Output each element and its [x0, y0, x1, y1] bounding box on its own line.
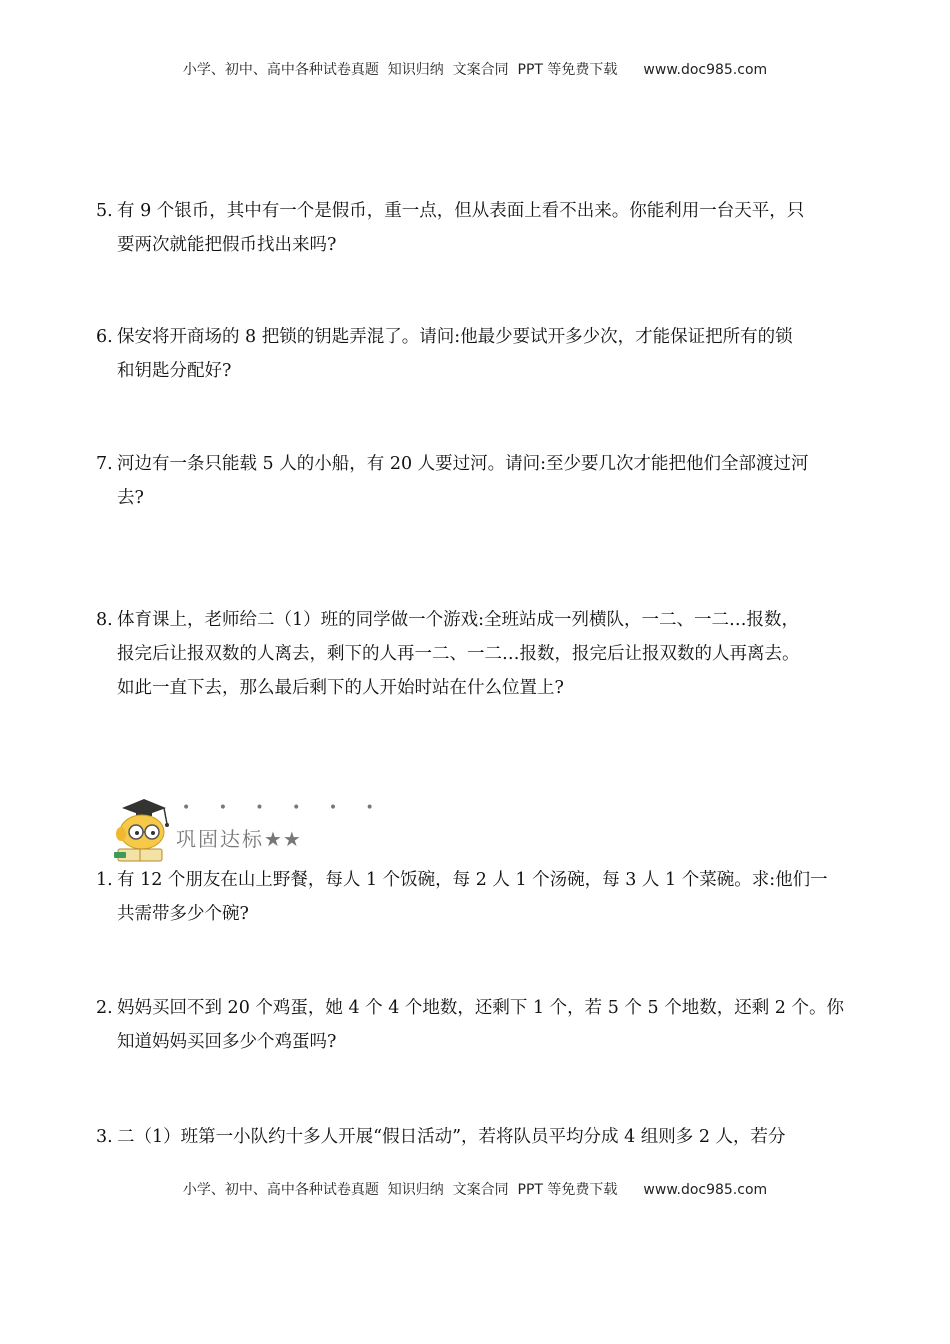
page-header — [0, 59, 950, 79]
practice-question-1 — [96, 863, 866, 931]
question-6 — [96, 320, 866, 388]
question-text: 如此一直下去，那么最后剩下的人开始时站在什么位置上? — [117, 678, 564, 698]
question-text: 知道妈妈买回多少个鸡蛋吗? — [117, 1032, 337, 1052]
question-number: 2. — [96, 998, 113, 1018]
question-number: 3. — [96, 1127, 113, 1147]
graduate-mascot-icon — [112, 794, 176, 866]
star-rating-icon: ★★ — [264, 827, 302, 851]
section-title — [176, 823, 302, 852]
question-text: 保安将开商场的 8 把锁的钥匙弄混了。请问:他最少要试开多少次，才能保证把所有的锁 — [117, 327, 793, 347]
question-number: 5. — [96, 201, 113, 221]
question-text: 共需带多少个碗? — [117, 904, 249, 924]
question-text: 报完后让报双数的人离去，剩下的人再一二、一二…报数，报完后让报双数的人再离去。 — [117, 644, 800, 664]
question-text: 和钥匙分配好? — [117, 361, 232, 381]
question-text: 有 9 个银币，其中有一个是假币，重一点，但从表面上看不出来。你能利用一台天平，只 — [117, 201, 805, 221]
question-number: 1. — [96, 870, 113, 890]
section-banner — [112, 794, 386, 866]
header-text: 小学、初中、高中各种试卷真题 知识归纳 文案合同 PPT 等免费下载 — [182, 62, 618, 78]
decorative-dots: • • • • • • — [182, 800, 386, 816]
practice-question-2 — [96, 991, 866, 1059]
question-text: 体育课上，老师给二（1）班的同学做一个游戏:全班站成一列横队，一二、一二…报数， — [117, 610, 800, 630]
question-number: 7. — [96, 454, 113, 474]
question-text: 有 12 个朋友在山上野餐，每人 1 个饭碗，每 2 人 1 个汤碗，每 3 人 1 个菜碗。求:他们一 — [117, 870, 828, 890]
header-url: www.doc985.com — [643, 62, 768, 78]
question-text: 妈妈买回不到 20 个鸡蛋，她 4 个 4 个地数，还剩下 1 个，若 5 个 5 个地数，还剩 2 个。你 — [117, 998, 844, 1018]
page-footer — [0, 1179, 950, 1199]
section-title-text: 巩固达标 — [176, 827, 264, 851]
question-text: 河边有一条只能载 5 人的小船，有 20 人要过河。请问:至少要几次才能把他们全部渡过河 — [117, 454, 809, 474]
question-number: 8. — [96, 610, 113, 630]
question-7 — [96, 447, 866, 515]
question-5 — [96, 194, 866, 262]
footer-text: 小学、初中、高中各种试卷真题 知识归纳 文案合同 PPT 等免费下载 — [182, 1182, 618, 1198]
question-text: 要两次就能把假币找出来吗? — [117, 235, 337, 255]
question-text: 二（1）班第一小队约十多人开展“假日活动”，若将队员平均分成 4 组则多 2 人，若分 — [117, 1127, 786, 1147]
practice-question-3 — [96, 1120, 866, 1154]
question-8 — [96, 603, 866, 705]
question-number: 6. — [96, 327, 113, 347]
question-text: 去? — [117, 488, 144, 508]
footer-url: www.doc985.com — [643, 1182, 768, 1198]
